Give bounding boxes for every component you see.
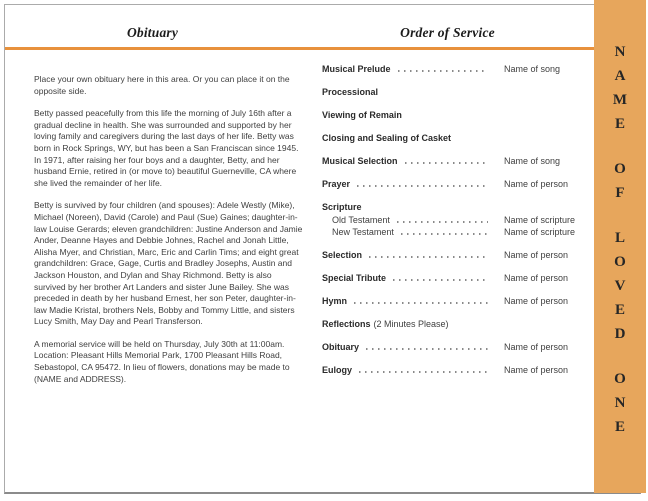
service-item-label: Viewing of Remain	[322, 110, 402, 120]
service-item-label: Processional	[322, 87, 379, 97]
service-item	[322, 296, 584, 306]
service-item	[322, 64, 584, 74]
service-item	[322, 365, 584, 375]
leader-dots	[401, 233, 488, 235]
leader-dots	[354, 302, 488, 304]
service-item	[322, 250, 584, 260]
service-item-label: Old Testament	[332, 215, 390, 225]
service-item-label: Musical Prelude	[322, 64, 391, 74]
order-of-service-header-cell	[300, 5, 595, 47]
service-item-value: Name of person	[504, 296, 569, 306]
service-item-label: Hymn	[322, 296, 348, 306]
service-item	[322, 179, 584, 189]
banner-letter: A	[614, 68, 626, 84]
service-item-label: Eulogy	[322, 365, 353, 375]
order-of-service-title: Order of Service	[400, 25, 495, 40]
obituary-paragraph: Place your own obituary here in this area. Or you can place it on the opposite side.	[34, 74, 290, 96]
banner-word	[614, 226, 626, 346]
service-item	[322, 342, 584, 352]
banner-letter: M	[612, 92, 628, 108]
program-page	[4, 4, 641, 494]
banner-letter: V	[614, 278, 626, 294]
service-item-value: Name of person	[504, 365, 569, 375]
banner-word	[614, 367, 626, 439]
banner-word	[614, 157, 626, 205]
service-item	[332, 215, 584, 225]
banner-letter: O	[614, 254, 626, 270]
service-item	[322, 319, 584, 329]
service-item-label: Obituary	[322, 342, 360, 352]
banner-letter: E	[614, 419, 625, 435]
service-item-value: Name of person	[504, 273, 569, 283]
obituary-text-column	[34, 62, 304, 396]
service-item	[322, 133, 584, 143]
banner-letter: O	[614, 371, 626, 387]
service-item	[322, 273, 584, 283]
obituary-paragraph: Betty passed peacefully from this life the morning of July 16th after a gradual decline in health. She was surrounded and supported by her loving family and caregivers during the last days of her life. Betty was born in Rock Springs, WY, but has been a San Franciscan since 1945. In 1971, after raising her four boys and a daughter, Betty, and her husband Ernie, retired in (or move to) beautiful Guerneville, CA where she lived the remainder of her life.	[34, 108, 299, 188]
banner-letter: L	[614, 230, 625, 246]
banner-letter: E	[614, 116, 625, 132]
leader-dots	[397, 221, 488, 223]
obituary-paragraph: A memorial service will be held on Thursday, July 30th at 11:00am. Location: Pleasant Hills Memorial Park, 1700 Pleasant Hills Road, Sebastopol, CA 95472. In lieu of flowers, donations may be made to (NAME and ADDRESS).	[34, 338, 290, 384]
service-item-label: Scripture	[322, 202, 362, 212]
service-item-label: Closing and Sealing of Casket	[322, 133, 452, 143]
leader-dots	[357, 185, 488, 187]
order-of-service-column	[322, 62, 584, 396]
service-item	[322, 87, 584, 97]
service-item	[332, 227, 584, 237]
leader-dots	[366, 348, 488, 350]
page-body	[5, 50, 595, 396]
banner-word	[613, 40, 627, 136]
service-item	[322, 156, 584, 166]
service-item-label: Special Tribute	[322, 273, 387, 283]
service-item-value: Name of song	[504, 64, 561, 74]
service-item-value: Name of person	[504, 179, 569, 189]
service-item-value: Name of person	[504, 342, 569, 352]
obituary-paragraph: Betty is survived by four children (and spouses): Adele Westly (Mike), Michael (Noreen), David (Carole) and Paul (Sue) Gaines; daughter-in-law Louise Gerards; eleven grandchildren: Justine Anderson and Jamie Ander, Deanne Hayes and Debbie Johnes, Rachel and Jonah Little, Alisha Myer, and Christian, Marc, Eric and Carlin Tims; and eight great grandchildren: Grace, Gage, Curtis and Bradley Josephs, Austin and Jackson Houston, and Dylan and Shay Richmond. Betty is also survived by her brother Art Landers and sister June Bailey. She was preceded in death by her husband Ernest, her son Peter, daughter-in-law Madie Kristal, brothers Nels, Bobby and Tommy Little, and sisters Lucy Smith, May Day and Pearl Transferson.	[34, 200, 303, 327]
service-item-note: (2 Minutes Please)	[373, 319, 449, 329]
service-item-value: Name of person	[504, 250, 569, 260]
service-item-value: Name of scripture	[504, 227, 576, 237]
name-of-loved-one-banner	[594, 0, 646, 493]
leader-dots	[393, 279, 488, 281]
service-item	[322, 202, 584, 212]
banner-letter: F	[615, 185, 625, 201]
banner-letter: D	[614, 326, 626, 342]
banner-letter: N	[614, 44, 626, 60]
banner-letter: O	[614, 161, 626, 177]
service-item	[322, 110, 584, 120]
obituary-section-title: Obituary	[126, 25, 179, 40]
service-item-label: Selection	[322, 250, 363, 260]
leader-dots	[359, 371, 488, 373]
service-item-label: Musical Selection	[322, 156, 398, 166]
service-item-label: Prayer	[322, 179, 351, 189]
service-item-label: New Testament	[332, 227, 394, 237]
service-item-value: Name of scripture	[504, 215, 576, 225]
leader-dots	[405, 162, 488, 164]
leader-dots	[369, 256, 488, 258]
leader-dots	[398, 70, 488, 72]
page-header	[5, 5, 595, 47]
service-item-label: Reflections	[322, 319, 371, 329]
banner-letter: N	[614, 395, 626, 411]
service-item-value: Name of song	[504, 156, 561, 166]
banner-letter: E	[614, 302, 625, 318]
obituary-header-cell	[5, 5, 300, 47]
